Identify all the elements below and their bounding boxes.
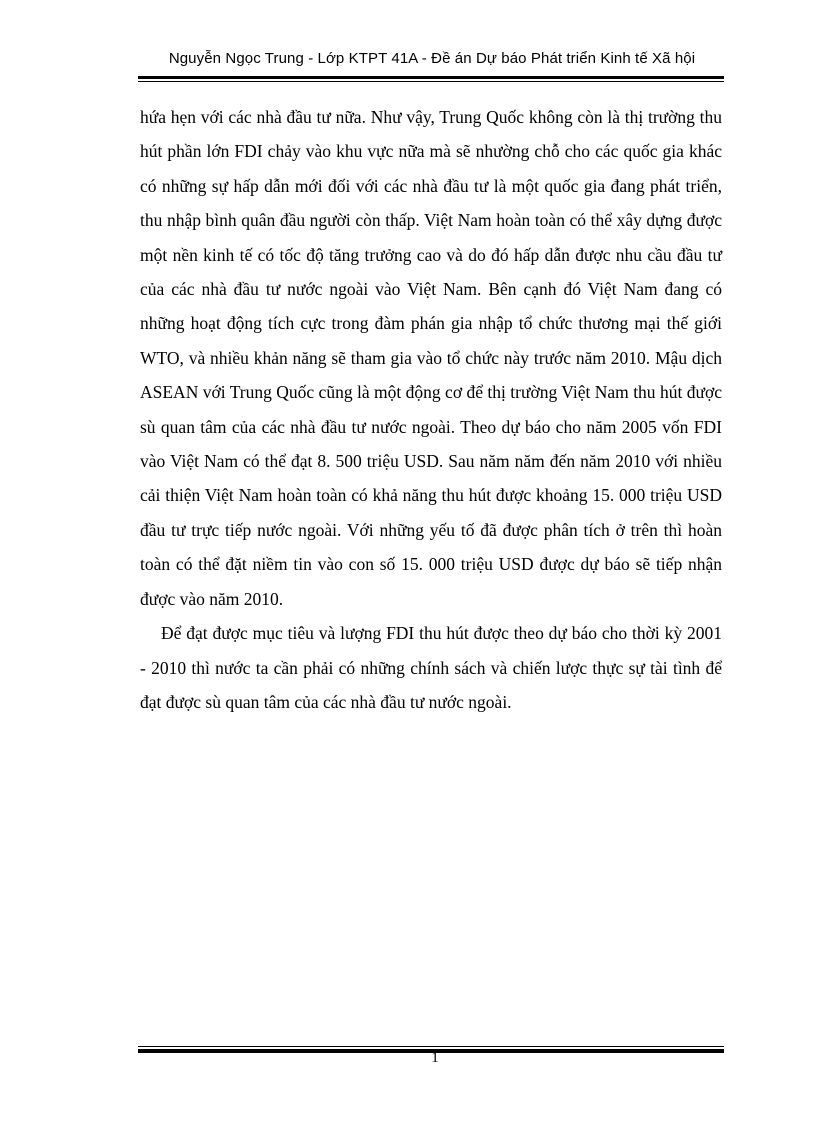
footer-rule-thin	[138, 1046, 724, 1047]
header-rule-thick	[138, 76, 724, 79]
paragraph-conclusion: Để đạt được mục tiêu và lượng FDI thu hút được theo dự báo cho thời kỳ 2001 - 2010 thì nước ta cần phải có những chính sách và chiến lược thực sự tài tình để đạt được sù quan tâm của các nhà đầu tư nước ngoài.	[140, 623, 722, 712]
header-rule-thin	[138, 81, 724, 82]
page-header: Nguyễn Ngọc Trung - Lớp KTPT 41A - Đề án Dự báo Phát triển Kinh tế Xã hội	[168, 50, 696, 67]
document-body	[140, 100, 722, 719]
paragraph-continued: hứa hẹn với các nhà đầu tư nữa. Như vậy, Trung Quốc không còn là thị trường thu hút phần lớn FDI chảy vào khu vực nữa mà sẽ nhường chỗ cho các quốc gia khác có những sự hấp dẫn mới đối với các nhà đầu tư là một quốc gia đang phát triển, thu nhập bình quân đầu người còn thấp. Việt Nam hoàn toàn có thể xây dựng được một nền kinh tế có tốc độ tăng trưởng cao và do đó hấp dẫn được nhu cầu đầu tư của các nhà đầu tư nước ngoài vào Việt Nam. Bên cạnh đó Việt Nam đang có những hoạt động tích cực trong đàm phán gia nhập tổ chức thương mại thế giới WTO, và nhiều khản năng sẽ tham gia vào tổ chức này trước năm 2010. Mậu dịch ASEAN với Trung Quốc cũng là một động cơ để thị trường Việt Nam thu hút được sù quan tâm của các nhà đầu tư nước ngoài. Theo dự báo cho năm 2005 vốn FDI vào Việt Nam có thể đạt 8. 500 triệu USD. Sau năm năm đến năm 2010 với nhiều cải thiện Việt Nam hoàn toàn có khả năng thu hút được khoảng 15. 000 triệu USD đầu tư trực tiếp nước ngoài. Với những yếu tố đã được phân tích ở trên thì hoàn toàn có thể đặt niềm tin vào con số 15. 000 triệu USD được dự báo sẽ tiếp nhận được vào năm 2010.	[140, 107, 722, 609]
page-number: 1	[431, 1050, 439, 1066]
